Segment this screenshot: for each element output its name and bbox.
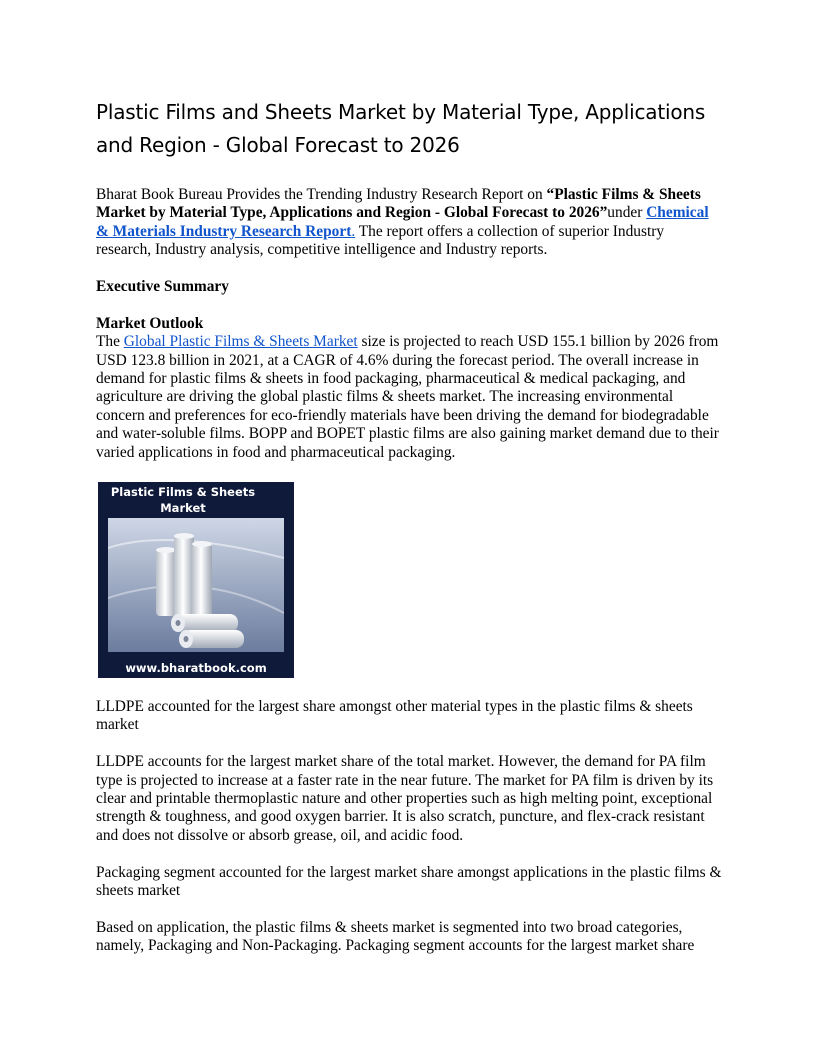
intro-prefix: Bharat Book Bureau Provides the Trending Industry Research Report on xyxy=(96,186,547,203)
paragraph-packaging-body: Based on application, the plastic films & sheets market is segmented into two broad categories, namely, Packaging and Non-Packaging. Packaging segment accounts for the largest market share xyxy=(96,918,695,955)
paragraph-packaging-heading: Packaging segment accounted for the largest market share amongst applications in the plastic films & sheets market xyxy=(96,863,722,900)
category-link-period[interactable]: . xyxy=(351,222,356,240)
market-link[interactable]: Global Plastic Films & Sheets Market xyxy=(123,333,358,351)
executive-summary-heading: Executive Summary xyxy=(96,278,229,296)
intro-suffix: The report offers a collection of superior Industry research, Industry analysis, competitive intelligence and Industry reports. xyxy=(96,222,665,259)
market-outlook-paragraph: The Global Plastic Films & Sheets Market size is projected to reach USD 155.1 billion by 2026 from USD 123.8 billion in 2021, at a CAGR of 4.6% during the forecast period. The overall increase in demand for plastic films & sheets in food packaging, pharmaceutical & medical packaging, and agriculture are driving the global plastic films & sheets market. The increasing environmental concern and preferences for eco-friendly materials have been driving the demand for biodegradable and water-soluble films. BOPP and BOPET plastic films are also gaining market demand due to their varied applications in food and pharmaceutical packaging. xyxy=(96,333,719,461)
page-title: Plastic Films and Sheets Market by Material Type, Applications and Region - Global Forecast to 2026 xyxy=(96,100,706,157)
intro-under: under xyxy=(607,204,647,222)
report-name: “Plastic Films & Sheets Market by Material Type, Applications and Region - Global Forecast to 2026” xyxy=(96,186,701,222)
category-link[interactable]: Chemical & Materials Industry Research Report xyxy=(96,204,709,240)
image-title: Plastic Films & Sheets Market xyxy=(110,485,256,516)
intro-paragraph xyxy=(96,186,722,260)
plastic-film-rolls-illustration xyxy=(108,518,284,652)
market-outlook-heading: Market Outlook xyxy=(96,314,204,332)
paragraph-lldpe-body: LLDPE accounts for the largest market share of the total market. However, the demand for PA film type is projected to increase at a faster rate in the near future. The market for PA film is driven by its clear and printable thermoplastic nature and other properties such as high melting point, exceptional strength & toughness, and good oxygen barrier. It is also scratch, puncture, and flex-crack resistant and does not dissolve or absorb grease, oil, and acidic food. xyxy=(96,753,714,844)
document-page xyxy=(96,96,722,956)
paragraph-lldpe-heading: LLDPE accounted for the largest share amongst other material types in the plastic films & sheets market xyxy=(96,698,693,734)
image-website-url: www.bharatbook.com xyxy=(125,661,267,676)
market-report-image xyxy=(98,482,294,678)
